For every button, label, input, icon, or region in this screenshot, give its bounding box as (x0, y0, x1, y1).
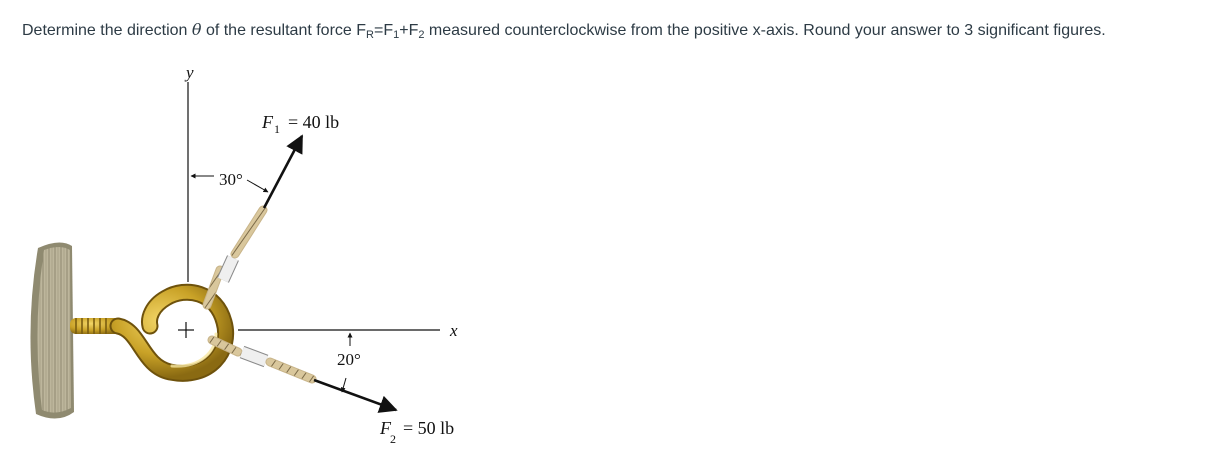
subscript-1: 1 (393, 29, 400, 41)
f2-subscript: 2 (390, 432, 396, 446)
subscript-2: 2 (418, 29, 425, 41)
y-axis-label: y (186, 63, 194, 82)
rope-f2 (212, 340, 312, 379)
f1-value: = 40 lb (288, 112, 340, 132)
question-part3: measured counterclockwise from the positive x-axis. Round your answer to 3 significant figures. (424, 22, 1106, 39)
question-part2: of the resultant force F (201, 22, 367, 39)
f2-value: = 50 lb (403, 418, 455, 438)
force-f2-arrow (314, 380, 396, 410)
force-f1-arrow (264, 136, 302, 208)
angle-20-label: 20° (337, 350, 361, 369)
subscript-r: R (366, 29, 374, 41)
origin-marker (178, 322, 194, 338)
theta-symbol: θ (191, 20, 202, 39)
question-part1: Determine the direction (22, 22, 192, 39)
f1-subscript: 1 (274, 122, 280, 136)
question-plus: +F (399, 22, 419, 39)
angle-30-label: 30° (219, 170, 243, 189)
f2-label (379, 418, 454, 446)
question-eq: =F (373, 22, 394, 39)
f1-symbol: F (262, 112, 273, 132)
x-axis-label: x (450, 321, 458, 340)
f2-symbol: F (380, 418, 391, 438)
wall (30, 242, 74, 418)
f1-label (261, 112, 339, 136)
rope-f1 (207, 210, 263, 305)
